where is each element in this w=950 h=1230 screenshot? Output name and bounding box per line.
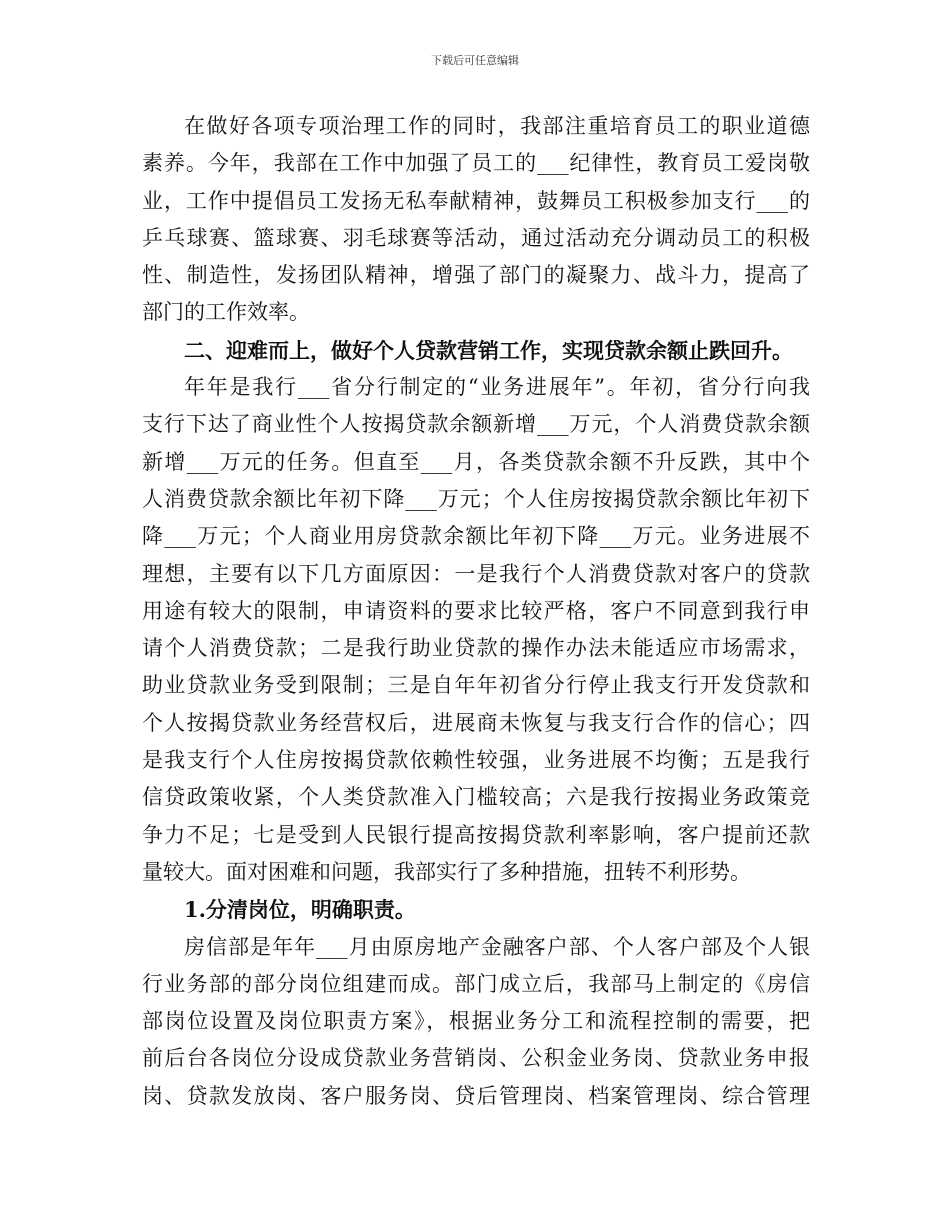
text-line: 降___万元；个人商业用房贷款余额比年初下降___万元。业务进展不 [142, 524, 810, 549]
text-line: 部门的工作效率。 [142, 300, 310, 325]
section-heading: 二、迎难而上，做好个人贷款营销工作，实现贷款余额止跌回升。 [184, 337, 793, 363]
text-line: 助业贷款业务受到限制；三是自年年初省分行停止我支行开发贷款和 [142, 673, 810, 698]
text-line: 理想，主要有以下几方面原因：一是我行个人消费贷款对客户的贷款 [142, 561, 810, 586]
text-line: 性、制造性，发扬团队精神，增强了部门的凝聚力、战斗力，提高了 [142, 263, 810, 288]
text-line: 人消费贷款余额比年初下降___万元；个人住房按揭贷款余额比年初下 [142, 486, 810, 511]
text-line: 部岗位设置及岗位职责方案》，根据业务分工和流程控制的需要，把 [142, 1009, 810, 1034]
text-line: 用途有较大的限制，申请资料的要求比较严格，客户不同意到我行申 [142, 598, 810, 623]
paragraph-3 [142, 929, 810, 1115]
text-line: 信贷政策收紧，个人类贷款准入门槛较高；六是我行按揭业务政策竞 [142, 785, 810, 810]
paragraph-1 [142, 108, 810, 332]
text-line: 个人按揭贷款业务经营权后，进展商未恢复与我支行合作的信心；四 [142, 710, 810, 735]
text-line: 业，工作中提倡员工发扬无私奉献精神，鼓舞员工积极参加支行___的 [142, 188, 810, 213]
text-line: 支行下达了商业性个人按揭贷款余额新增___万元，个人消费贷款余额 [142, 412, 810, 437]
text-line: 素养。今年，我部在工作中加强了员工的___纪律性，教育员工爱岗敬 [142, 151, 810, 176]
document-body [142, 108, 810, 1115]
subsection-heading: 1.分清岗位，明确职责。 [184, 897, 416, 923]
text-line: 新增___万元的任务。但直至___月，各类贷款余额不升反跌，其中个 [142, 449, 810, 474]
page-header: 下载后可任意编辑 [431, 54, 519, 67]
text-line: 在做好各项专项治理工作的同时，我部注重培育员工的职业道德 [184, 114, 810, 138]
text-line: 房信部是年年___月由原房地产金融客户部、个人客户部及个人银 [184, 934, 810, 959]
text-line: 请个人消费贷款；二是我行助业贷款的操作办法未能适应市场需求， [142, 636, 810, 661]
text-line: 争力不足；七是受到人民银行提高按揭贷款利率影响，客户提前还款 [142, 822, 810, 847]
text-line: 岗、贷款发放岗、客户服务岗、贷后管理岗、档案管理岗、综合管理 [142, 1083, 810, 1108]
text-line: 年年是我行___省分行制定的“业务进展年”。年初，省分行向我 [184, 375, 810, 400]
text-line: 乒乓球赛、篮球赛、羽毛球赛等活动，通过活动充分调动员工的积极 [142, 225, 810, 250]
text-line: 行业务部的部分岗位组建而成。部门成立后，我部马上制定的《房信 [142, 971, 810, 996]
text-line: 前后台各岗位分设成贷款业务营销岗、公积金业务岗、贷款业务申报 [142, 1046, 810, 1071]
text-line: 是我支行个人住房按揭贷款依赖性较强，业务进展不均衡；五是我行 [142, 748, 810, 773]
text-line: 量较大。面对困难和问题，我部实行了多种措施，扭转不利形势。 [142, 859, 751, 884]
paragraph-2 [142, 369, 810, 891]
